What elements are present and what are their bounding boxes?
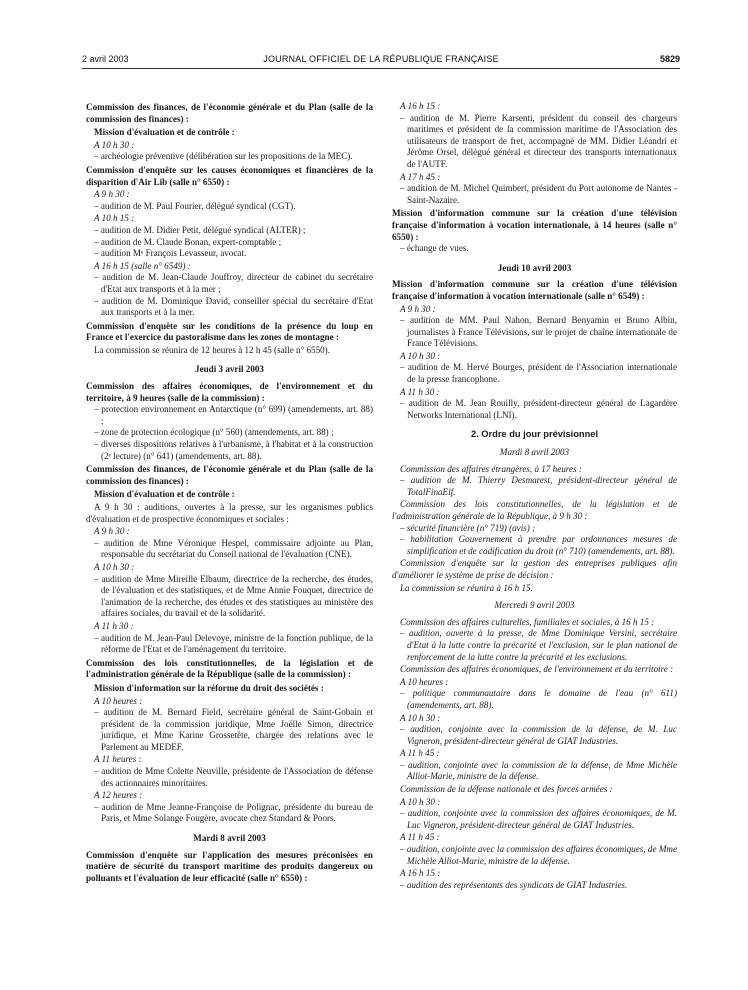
paragraph: A 9 h 30 : auditions, ouvertes à la presse, sur les organismes publics d'évaluation et de prospective économiques et sociales : <box>86 502 373 524</box>
paragraph: Commission de la défense nationale et des forces armées : <box>400 784 613 795</box>
paragraph: La commission se réunira de 12 heures à 12 h 45 (salle n° 6550). <box>94 344 330 355</box>
committee-heading: Commission des affaires économiques, de l'environnement et du territoire, à 9 heures (salle de la commission) : <box>86 381 373 403</box>
committee-heading: Commission des lois constitutionnelles, de la législation et de l'administration générale de la République (salle de la commission) : <box>86 657 373 680</box>
left-column <box>86 100 373 884</box>
paragraph: Commission des affaires étrangères, à 17 heures : <box>400 463 582 474</box>
page-header <box>82 54 680 68</box>
committee-heading: Commission d'enquête sur les conditions de la présence du loup en France et l'exercice du pastoralisme dans les zones de montagne : <box>86 320 373 343</box>
time-label: A 10 heures : <box>400 676 449 687</box>
header-title: JOURNAL OFFICIEL DE LA RÉPUBLIQUE FRANÇAISE <box>263 54 499 64</box>
agenda-item: – audition de Mme Jeanne-Françoise de Polignac, présidente du bureau de Paris, et Mme Solange Fougère, avocate chez Standard & Poors. <box>94 801 373 824</box>
time-label: A 11 h 45 : <box>400 748 440 759</box>
right-column <box>392 100 677 891</box>
agenda-item: – audition de Mme Mireille Elbaum, directrice de la recherche, des études, de l'évaluation et des statistiques, et de Mme Annie Fouquet, directrice de l'animation de la recherche, des études et des statistiques au ministère des affaires sociales, du travail et de la solidarité. <box>94 573 373 619</box>
committee-heading: Mission d'information commune sur la création d'une télévision française d'information à vocation internationale, à 14 heures (salle n° 6550) : <box>392 208 677 242</box>
time-label: A 10 h 15 : <box>94 213 135 224</box>
agenda-item: – audition de M. Dominique David, conseiller spécial du secrétaire d'Etat aux transports et à la mer. <box>94 295 373 318</box>
committee-heading: Commission d'enquête sur les causes économiques et financières de la disparition d'Air Lib (salle n° 6550) : <box>86 164 373 187</box>
time-label: A 16 h 15 (salle n° 6549) : <box>94 260 191 271</box>
agenda-item: – audition de M. Jean-Claude Jouffroy, directeur de cabinet du secrétaire d'Etat aux transports et à la mer ; <box>94 272 373 294</box>
time-label: A 10 h 30 : <box>400 796 441 807</box>
agenda-item: – audition, conjointe avec la commission de la défense, de Mme Michèle Alliot-Marie, ministre de la défense. <box>400 759 677 782</box>
time-label: A 9 h 30 : <box>94 526 130 537</box>
time-label: A 9 h 30 : <box>400 303 436 314</box>
agenda-item: – audition de M. Pierre Karsenti, président du conseil des chargeurs maritimes et président de la commission maritime de l'Association des utilisateurs de transport de fret, accompagné de MM. Didier Léandri et Jérôme Orsel, délégué général et directeur des transports internationaux de l'AUTF. <box>400 112 677 169</box>
time-label: A 16 h 15 : <box>400 868 441 879</box>
time-label: A 10 h 30 : <box>400 712 441 723</box>
agenda-item: – audition des représentants des syndicats de GIAT Industries. <box>400 879 628 890</box>
agenda-item: – audition, conjointe avec la commission des affaires économiques, de M. Luc Vigneron, président-directeur général de GIAT Industries. <box>400 808 677 830</box>
paragraph: La commission se réunira à 16 h 15. <box>400 582 533 593</box>
mission-heading: Mission d'information sur la réforme du droit des sociétés : <box>94 682 324 693</box>
day-heading: Mardi 8 avril 2003 <box>499 447 570 458</box>
agenda-item: – archéologie préventive (délibération sur les propositions de la MEC). <box>94 151 353 162</box>
day-heading: Jeudi 10 avril 2003 <box>497 262 572 273</box>
committee-heading: Mission d'information commune sur la création d'une télévision française d'information à vocation internationale (salle n° 6549) : <box>392 279 677 301</box>
agenda-item: – audition de M. Jean-Paul Delevoye, ministre de la fonction publique, de la réforme de l'Etat et de l'aménagement du territoire. <box>94 632 373 655</box>
day-heading: Jeudi 3 avril 2003 <box>195 364 264 375</box>
paragraph: Commission des affaires culturelles, familiales et sociales, à 16 h 15 : <box>400 616 655 627</box>
time-label: A 10 h 30 : <box>94 561 135 572</box>
paragraph: Commission des affaires économiques, de l'environnement et du territoire : <box>400 664 674 675</box>
header-rule <box>82 68 680 69</box>
time-label: A 11 h 30 : <box>94 620 134 631</box>
day-heading: Mercredi 9 avril 2003 <box>494 600 575 611</box>
time-label: A 12 heures : <box>94 790 143 801</box>
agenda-item: – audition de MM. Paul Nahon, Bernard Benyamin et Bruno Albin, journalistes à France Télévisions, sur le projet de chaîne internationale de France Télévisions. <box>400 315 677 349</box>
time-label: A 10 h 30 : <box>400 350 441 361</box>
committee-heading: Commission des finances, de l'économie générale et du Plan (salle de la commission des finances) : <box>86 464 373 486</box>
section-heading: 2. Ordre du jour prévisionnel <box>470 429 599 440</box>
time-label: A 11 h 45 : <box>400 832 440 843</box>
page-number: 5829 <box>659 54 680 64</box>
agenda-item: – zone de protection écologique (n° 560) (amendements, art. 88) ; <box>94 427 334 438</box>
agenda-item: – audition, ouverte à la presse, de Mme Dominique Versini, secrétaire d'Etat à la lutte contre la précarité et l'exclusion, sur le plan national de renforcement de la lutte contre la précarité et les exclusions. <box>400 628 677 662</box>
time-label: A 9 h 30 : <box>94 189 130 200</box>
time-label: A 10 heures : <box>94 695 143 706</box>
agenda-item: – audition de M. Paul Fourier, délégué syndical (CGT). <box>94 200 296 211</box>
agenda-item: – audition, conjointe avec la commission de la défense, de M. Luc Vigneron, président-directeur général de GIAT Industries. <box>400 724 677 746</box>
agenda-item: – audition de Mme Véronique Hespel, commissaire adjointe au Plan, responsable du secrétariat du Conseil national de l'évaluation (CNE). <box>94 537 373 560</box>
day-heading: Mardi 8 avril 2003 <box>193 833 266 844</box>
paragraph: Commission d'enquête sur la gestion des entreprises publiques afin d'améliorer le système de prise de décision : <box>392 558 677 580</box>
agenda-item: – habilitation Gouvernement à prendre par ordonnances mesures de simplification et de codification du droit (n° 710) (amendements, art. 88). <box>400 534 677 556</box>
committee-heading: Commission d'enquête sur l'application des mesures préconisées en matière de sécurité du transport maritime des produits dangereux ou polluants et l'évaluation de leur efficacité (salle n° 6550) : <box>86 849 373 883</box>
paragraph: Commission des lois constitutionnelles, de la législation et de l'administration générale de la République, à 9 h 30 : <box>392 499 677 521</box>
time-label: A 10 h 30 : <box>94 139 135 150</box>
mission-heading: Mission d'évaluation et de contrôle : <box>94 489 235 500</box>
agenda-item: – audition de M. Jean Rouilly, président-directeur général de Lagardère Networks International (LNI). <box>400 398 677 420</box>
agenda-item: – diverses dispositions relatives à l'urbanisme, à l'habitat et à la construction (2ᵉ lecture) (n° 641) (amendements, art. 88). <box>94 439 373 461</box>
agenda-item: – audition de M. Thierry Desmarest, président-directeur général de TotalFinaElf. <box>400 475 677 497</box>
agenda-item: – audition de M. Hervé Bourges, président de l'Association internationale de la presse francophone. <box>400 362 677 385</box>
agenda-item: – protection environnement en Antarctique (n° 699) (amendements, art. 88) ; <box>94 404 373 426</box>
header-date: 2 avril 2003 <box>82 54 129 64</box>
mission-heading: Mission d'évaluation et de contrôle : <box>94 127 235 138</box>
time-label: A 16 h 15 : <box>400 101 441 111</box>
time-label: A 11 heures : <box>94 754 142 765</box>
agenda-item: – audition de M. Bernard Field, secrétaire général de Saint-Gobain et président de la commission juridique, Mme Joëlle Simon, directrice juridique, et Mme Karine Grossetête, chargée des relations avec le Parlement au MEDEF. <box>94 707 373 752</box>
agenda-item: – échange de vues. <box>400 243 469 254</box>
agenda-item: – audition de M. Michel Quimbert, président du Port autonome de Nantes - Saint-Nazaire. <box>400 183 677 205</box>
agenda-item: – politique communautaire dans le domaine de l'eau (n° 611) (amendements, art. 88). <box>400 688 677 710</box>
agenda-item: – audition, conjointe avec la commission des affaires économiques, de Mme Michèle Alliot-Marie, ministre de la défense. <box>400 844 677 866</box>
committee-heading: Commission des finances, de l'économie générale et du Plan (salle de la commission des finances) : <box>86 102 373 124</box>
agenda-item: – audition de Mme Colette Neuville, présidente de l'Association de défense des actionnaires minoritaires. <box>94 766 373 788</box>
agenda-item: – audition de M. Didier Petit, délégué syndical (ALTER) ; <box>94 224 306 235</box>
time-label: A 17 h 45 : <box>400 171 441 182</box>
time-label: A 11 h 30 : <box>400 386 440 397</box>
agenda-item: – audition de M. Claude Bonan, expert-comptable ; <box>94 236 282 247</box>
agenda-item: – audition Mᵉ François Levasseur, avocat. <box>94 248 247 259</box>
agenda-item: – sécurité financière (n° 719) (avis) ; <box>400 522 536 533</box>
